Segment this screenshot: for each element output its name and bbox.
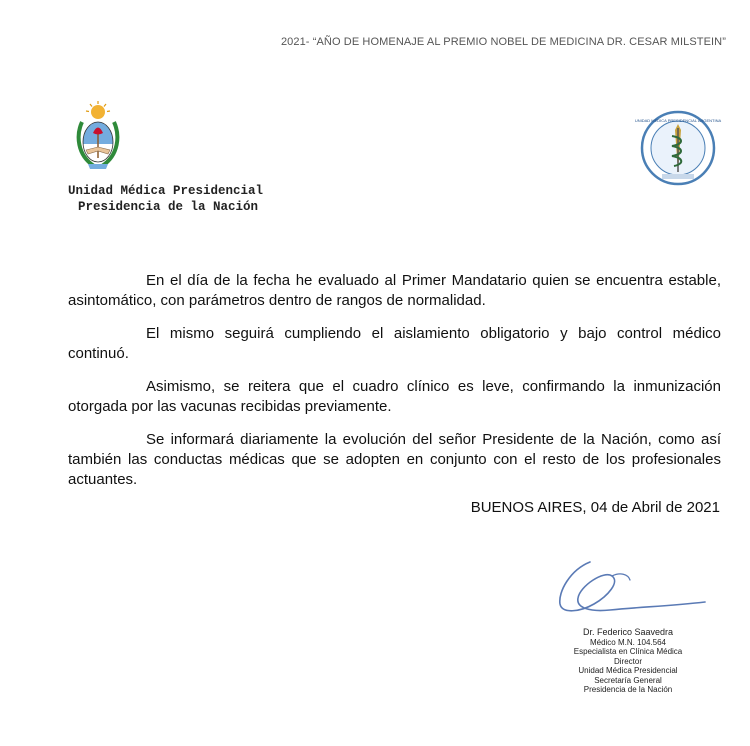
statement-body <box>68 271 721 503</box>
paragraph-1: En el día de la fecha he evaluado al Primer Mandatario quien se encuentra estable, asintomático, con parámetros dentro de rangos de normalidad. <box>68 272 721 309</box>
signatory-license: Médico M.N. 104.564 <box>589 637 667 647</box>
signatory-institution: Presidencia de la Nación <box>583 685 673 694</box>
paragraph-2: El mismo seguirá cumpliendo el aislamiento obligatorio y bajo control médico continuó. <box>68 325 721 362</box>
signatory-block <box>538 628 718 695</box>
handwritten-signature <box>550 552 710 622</box>
org-unit: Unidad Médica Presidencial <box>68 184 264 198</box>
signatory-unit: Unidad Médica Presidencial <box>578 666 678 675</box>
signatory-role: Director <box>613 656 642 666</box>
commemoration-header: 2021- “AÑO DE HOMENAJE AL PREMIO NOBEL DE MEDICINA DR. CESAR MILSTEIN” <box>280 36 726 48</box>
org-presidency: Presidencia de la Nación <box>78 200 259 214</box>
signatory-name: Dr. Federico Saavedra <box>582 627 674 637</box>
paragraph-4: Se informará diariamente la evolución del señor Presidente de la Nación, como así también las conductas médicas que se adopten en conjunto con el resto de los profesionales actuantes. <box>68 431 721 488</box>
organization-heading <box>68 183 263 215</box>
sun-icon <box>86 101 110 119</box>
signatory-specialty: Especialista en Clínica Médica <box>573 647 683 656</box>
seal-text: UNIDAD MÉDICA PRESIDENCIAL ARGENTINA <box>634 118 722 123</box>
place-and-date: BUENOS AIRES, 04 de Abril de 2021 <box>470 499 720 516</box>
coat-of-arms-icon <box>74 100 122 172</box>
presidential-medical-unit-seal <box>634 110 722 186</box>
signatory-office: Secretaría General <box>594 675 662 685</box>
paragraph-3: Asimismo, se reitera que el cuadro clínico es leve, confirmando la inmunización otorgada por las vacunas recibidas previamente. <box>68 378 721 415</box>
